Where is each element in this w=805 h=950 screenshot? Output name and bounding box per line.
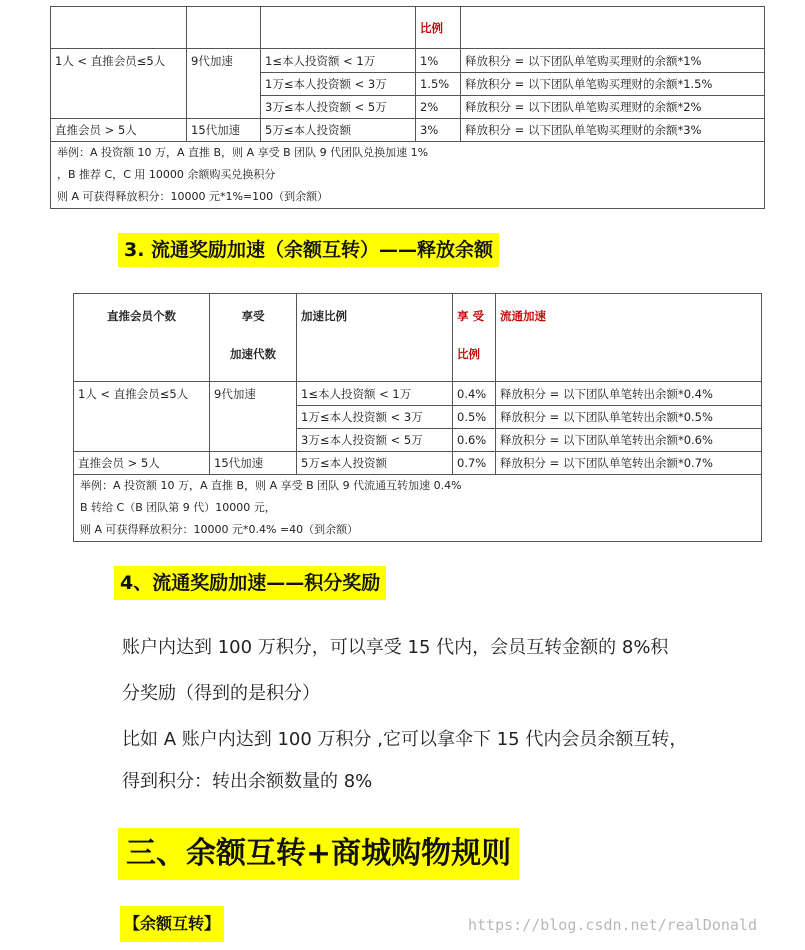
note-line: ，B 推荐 C，C 用 10000 余额购买兑换积分: [57, 168, 276, 181]
header-cell: [461, 7, 765, 49]
cell-ratio: 1%: [416, 49, 461, 73]
cell-range: 5万≤本人投资额: [261, 119, 416, 142]
cell-members: 1人 < 直推会员≤5人: [74, 382, 210, 452]
header-flow: 流通加速: [496, 294, 762, 382]
header-ratio: 比例: [416, 7, 461, 49]
cell-ratio: 2%: [416, 96, 461, 119]
cell-ratio: 1.5%: [416, 73, 461, 96]
header-cell: [187, 7, 261, 49]
note-line: 则 A 可获得释放积分：10000 元*1%=100（到余额）: [57, 190, 329, 203]
cell-range: 3万≤本人投资额 < 5万: [261, 96, 416, 119]
section-4-title: 4、流通奖励加速——积分奖励: [114, 566, 386, 600]
header-cell: [51, 7, 187, 49]
cell-members: 直推会员 > 5人: [74, 452, 210, 475]
cell-formula: 释放积分 = 以下团队单笔转出余额*0.4%: [496, 382, 762, 406]
cell-range: 3万≤本人投资额 < 5万: [297, 429, 453, 452]
watermark: https://blog.csdn.net/realDonald: [468, 916, 757, 934]
example-note: [74, 475, 762, 542]
note-line: B 转给 C（B 团队第 9 代）10000 元，: [80, 501, 276, 514]
cell-range: 1万≤本人投资额 < 3万: [261, 73, 416, 96]
cell-members: 1人 < 直推会员≤5人: [51, 49, 187, 119]
cell-generations: 9代加速: [187, 49, 261, 119]
cell-formula: 释放积分 = 以下团队单笔转出余额*0.5%: [496, 406, 762, 429]
cell-generations: 9代加速: [210, 382, 297, 452]
paragraph-line: 分奖励（得到的是积分）: [122, 683, 320, 704]
note-line: 举例：A 投资额 10 万，A 直推 B，则 A 享受 B 团队 9 代流通互转加速 0.4%: [80, 479, 462, 492]
cell-formula: 释放积分 = 以下团队单笔购买理财的余额*1.5%: [461, 73, 765, 96]
cell-formula: 释放积分 = 以下团队单笔购买理财的余额*1%: [461, 49, 765, 73]
cell-range: 1万≤本人投资额 < 3万: [297, 406, 453, 429]
header-enjoy-line1: 享 受: [457, 309, 485, 323]
header-gen-line2: 加速代数: [230, 347, 276, 361]
note-line: 则 A 可获得释放积分：10000 元*0.4% =40（到余额）: [80, 523, 359, 536]
header-cell: [261, 7, 416, 49]
cell-ratio: 0.5%: [453, 406, 496, 429]
paragraph-line: 得到积分：转出余额数量的 8%: [122, 771, 373, 792]
header-enjoy-line2: 比例: [457, 347, 480, 361]
chapter-3-title: 三、余额互转+商城购物规则: [118, 828, 519, 880]
header-enjoy-ratio: [453, 294, 496, 382]
table-flow-acceleration: [73, 293, 762, 542]
cell-formula: 释放积分 = 以下团队单笔转出余额*0.7%: [496, 452, 762, 475]
cell-ratio: 0.4%: [453, 382, 496, 406]
cell-range: 1≤本人投资额 < 1万: [261, 49, 416, 73]
example-note: [51, 142, 765, 209]
cell-generations: 15代加速: [187, 119, 261, 142]
header-members: 直推会员个数: [74, 294, 210, 382]
cell-range: 1≤本人投资额 < 1万: [297, 382, 453, 406]
cell-ratio: 0.6%: [453, 429, 496, 452]
paragraph-line: 比如 A 账户内达到 100 万积分 ,它可以拿伞下 15 代内会员余额互转，: [122, 729, 688, 750]
sub-heading-balance-transfer: 【余额互转】: [120, 906, 224, 942]
header-ratio: 加速比例: [297, 294, 453, 382]
cell-ratio: 3%: [416, 119, 461, 142]
cell-formula: 释放积分 = 以下团队单笔购买理财的余额*3%: [461, 119, 765, 142]
header-generations: [210, 294, 297, 382]
cell-range: 5万≤本人投资额: [297, 452, 453, 475]
section-3-title: 3. 流通奖励加速（余额互转）——释放余额: [118, 233, 499, 267]
cell-formula: 释放积分 = 以下团队单笔购买理财的余额*2%: [461, 96, 765, 119]
cell-generations: 15代加速: [210, 452, 297, 475]
paragraph-line: 账户内达到 100 万积分，可以享受 15 代内，会员互转金额的 8%积: [122, 637, 669, 658]
cell-ratio: 0.7%: [453, 452, 496, 475]
cell-members: 直推会员 > 5人: [51, 119, 187, 142]
cell-formula: 释放积分 = 以下团队单笔转出余额*0.6%: [496, 429, 762, 452]
note-line: 举例：A 投资额 10 万，A 直推 B，则 A 享受 B 团队 9 代团队兑换加速 1%: [57, 146, 429, 159]
header-gen-line1: 享受: [241, 309, 265, 323]
table-accelerated-release: [50, 6, 765, 209]
